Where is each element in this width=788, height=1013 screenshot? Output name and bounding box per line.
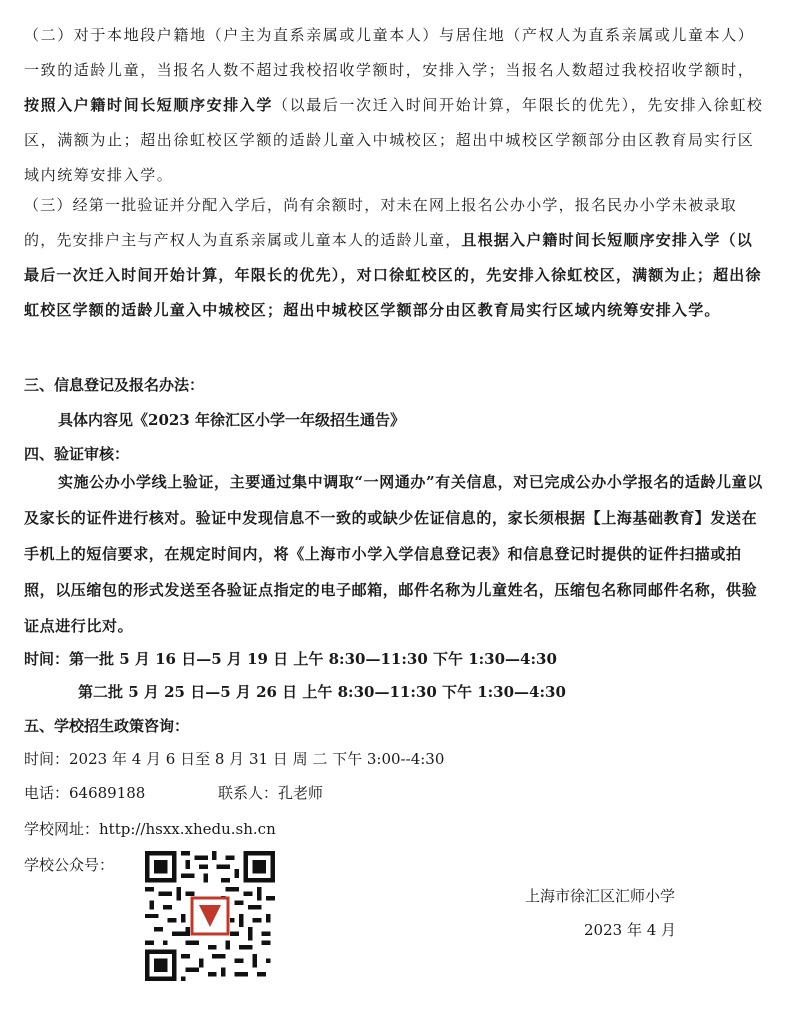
rule-2-text-continued: （以最后一次迁入时间开始计算，年限长的优先），先安排入徐虹校区，满额为止；超出徐虹校区学额的适龄儿童入中城校区；超出中城校区学额部分由区教育局实行区域内统筹安排入学。 — [24, 96, 764, 184]
consultation-phone: 电话：64689188 — [24, 784, 146, 802]
section-5-heading: 五、学校招生政策咨询： — [24, 717, 190, 735]
section-4-heading: 四、验证审核： — [24, 445, 130, 463]
verification-paragraph: 实施公办小学线上验证，主要通过集中调取“一网通办”有关信息，对已完成公办小学报名的适龄儿童以及家长的证件进行核对。验证中发现信息不一致的或缺少佐证信息的，家长须根据【上海基础教育】发送在手机上的短信要求，在规定时间内，将《上海市小学入学信息登记表》和信息登记时提供的证件扫描或拍照，以压缩包的形式发送至各验证点指定的电子邮箱，邮件名称为儿童姓名，压缩包名称同邮件名称，供验证点进行比对。 — [24, 473, 763, 635]
wechat-label: 学校公众号： — [24, 856, 115, 874]
consultation-contact: 联系人：孔老师 — [218, 784, 324, 802]
rule-3-emphasis: 且根据入户籍时间长短顺序安排入学（以最后一次迁入时间开始计算，年限长的优先），对口徐虹校区的，先安排入徐虹校区，满额为止；超出徐虹校区学额的适龄儿童入中城校区；超出中城校区学额部分由区教育局实行区域内统筹安排入学。 — [24, 231, 762, 319]
consultation-time: 时间：2023 年 4 月 6 日至 8 月 31 日 周 二 下午 3:00--4:30 — [24, 750, 445, 768]
paragraph-admission-rule-3 — [24, 188, 768, 328]
verification-time-batch-2: 第二批 5 月 25 日—5 月 26 日 上午 8:30—11:30 下午 1:30—4:30 — [78, 683, 566, 701]
rule-2-emphasis: 按照入户籍时间长短顺序安排入学 — [24, 96, 274, 114]
rule-3-text: （三）经第一批验证并分配入学后，尚有余额时，对未在网上报名公办小学，报名民办小学未被录取的，先安排户主与产权人为直系亲属或儿童本人的适龄儿童， — [24, 196, 737, 249]
school-website[interactable]: 学校网址：http://hsxx.xhedu.sh.cn — [24, 820, 276, 838]
wechat-qr-code[interactable] — [145, 851, 275, 981]
rule-2-text: （二）对于本地段户籍地（户主为直系亲属或儿童本人）与居住地（产权人为直系亲属或儿童本人）一致的适龄儿童，当报名人数不超过我校招收学额时，安排入学；当报名人数超过我校招收学额时， — [24, 26, 755, 79]
signature-date: 2023 年 4 月 — [584, 921, 677, 939]
registration-notice-reference: 具体内容见《2023 年徐汇区小学一年级招生通告》 — [58, 411, 405, 429]
verification-time-batch-1: 时间：第一批 5 月 16 日—5 月 19 日 上午 8:30—11:30 下午 1:30—4:30 — [24, 650, 557, 668]
section-3-heading: 三、信息登记及报名办法： — [24, 376, 205, 394]
signature-school-name: 上海市徐汇区汇师小学 — [525, 887, 676, 905]
paragraph-admission-rule-2 — [24, 18, 768, 193]
